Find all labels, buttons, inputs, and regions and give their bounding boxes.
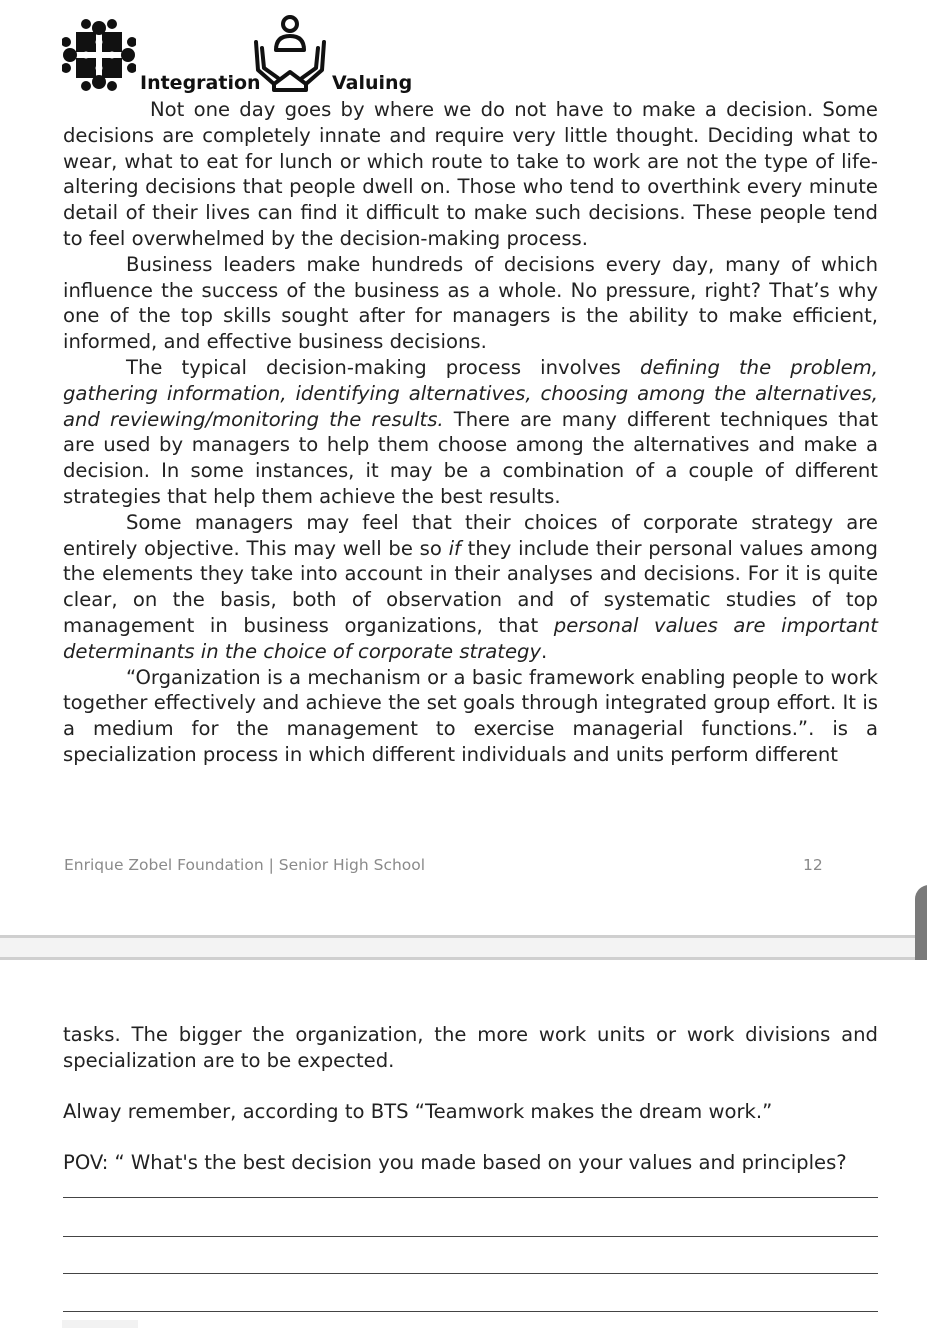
footer-school: Senior High School	[278, 856, 426, 874]
next-image-peek	[62, 1320, 138, 1328]
lesson-body	[63, 97, 878, 768]
hands-person-icon	[252, 14, 328, 92]
paragraph-4-text-a: Some managers may feel that their choices of corporate strategy are entirely objective. This may well be so	[63, 510, 878, 560]
answer-line[interactable]	[63, 1236, 878, 1237]
answer-line[interactable]	[63, 1311, 878, 1312]
answer-line[interactable]	[63, 1197, 878, 1198]
paragraph-4-text-c: .	[541, 639, 548, 663]
reminder-line	[63, 1099, 878, 1125]
puzzle-icon	[62, 18, 136, 92]
footer-foundation: Enrique Zobel Foundation	[64, 856, 264, 874]
paragraph-5: “Organization is a mechanism or a basic framework enabling people to work together effectively and achieve the set goals through integrated group effort. It is a medium for the management to exercise managerial functions.”. is a specialization process in which different individuals and units perform different	[63, 665, 878, 766]
continuation-text: tasks. The bigger the organization, the more work units or work divisions and specialization are to be expected.	[63, 1023, 878, 1072]
pov-text: POV: “ What's the best decision you made based on your values and principles?	[63, 1151, 847, 1174]
page-number: 12	[803, 856, 823, 874]
paragraph-3-text-a: The typical decision-making process involves	[126, 355, 641, 379]
page-separator	[0, 935, 927, 960]
answer-line[interactable]	[63, 1273, 878, 1274]
valuing-label: Valuing	[332, 72, 413, 94]
paragraph-4-if: if	[448, 536, 461, 560]
paragraph-4-emphasis: personal values are important determinants in the choice of corporate strategy	[63, 613, 878, 663]
paragraph-2: Business leaders make hundreds of decisions every day, many of which influence the success of the business as a whole. No pressure, right? That’s why one of the top skills sought after for managers is the ability to make efficient, informed, and effective business decisions.	[63, 252, 878, 354]
pov-question	[63, 1150, 878, 1176]
continuation-paragraph	[63, 1022, 878, 1074]
page-footer	[64, 856, 425, 874]
paragraph-3	[63, 355, 878, 510]
integration-label: Integration	[140, 72, 261, 94]
paragraph-4	[63, 510, 878, 665]
module-header	[62, 14, 462, 96]
paragraph-1: Not one day goes by where we do not have to make a decision. Some decisions are completely innate and require very little thought. Deciding what to wear, what to eat for lunch or which route to take to work are not the type of life-altering decisions that people dwell on. Those who tend to overthink every minute detail of their lives can find it difficult to make such decisions. These people tend to feel overwhelmed by the decision-making process.	[63, 98, 878, 250]
paragraph-3-emphasis: defining the problem, gathering information, identifying alternatives, choosing among the alternatives, and reviewing/monitoring the results.	[63, 355, 878, 431]
paragraph-3-text-b: There are many different techniques that are used by managers to help them choose among the alternatives and make a decision. In some instances, it may be a combination of a couple of different strategies that help them achieve the best results.	[63, 407, 878, 508]
paragraph-4-text-b: they include their personal values among the elements they take into account in their analyses and decisions. For it is quite clear, on the basis, both of observation and of systematic studies of top management in business organizations, that	[63, 536, 878, 637]
footer-separator: |	[268, 856, 274, 874]
reminder-text: Alway remember, according to BTS “Teamwork makes the dream work.”	[63, 1100, 773, 1123]
